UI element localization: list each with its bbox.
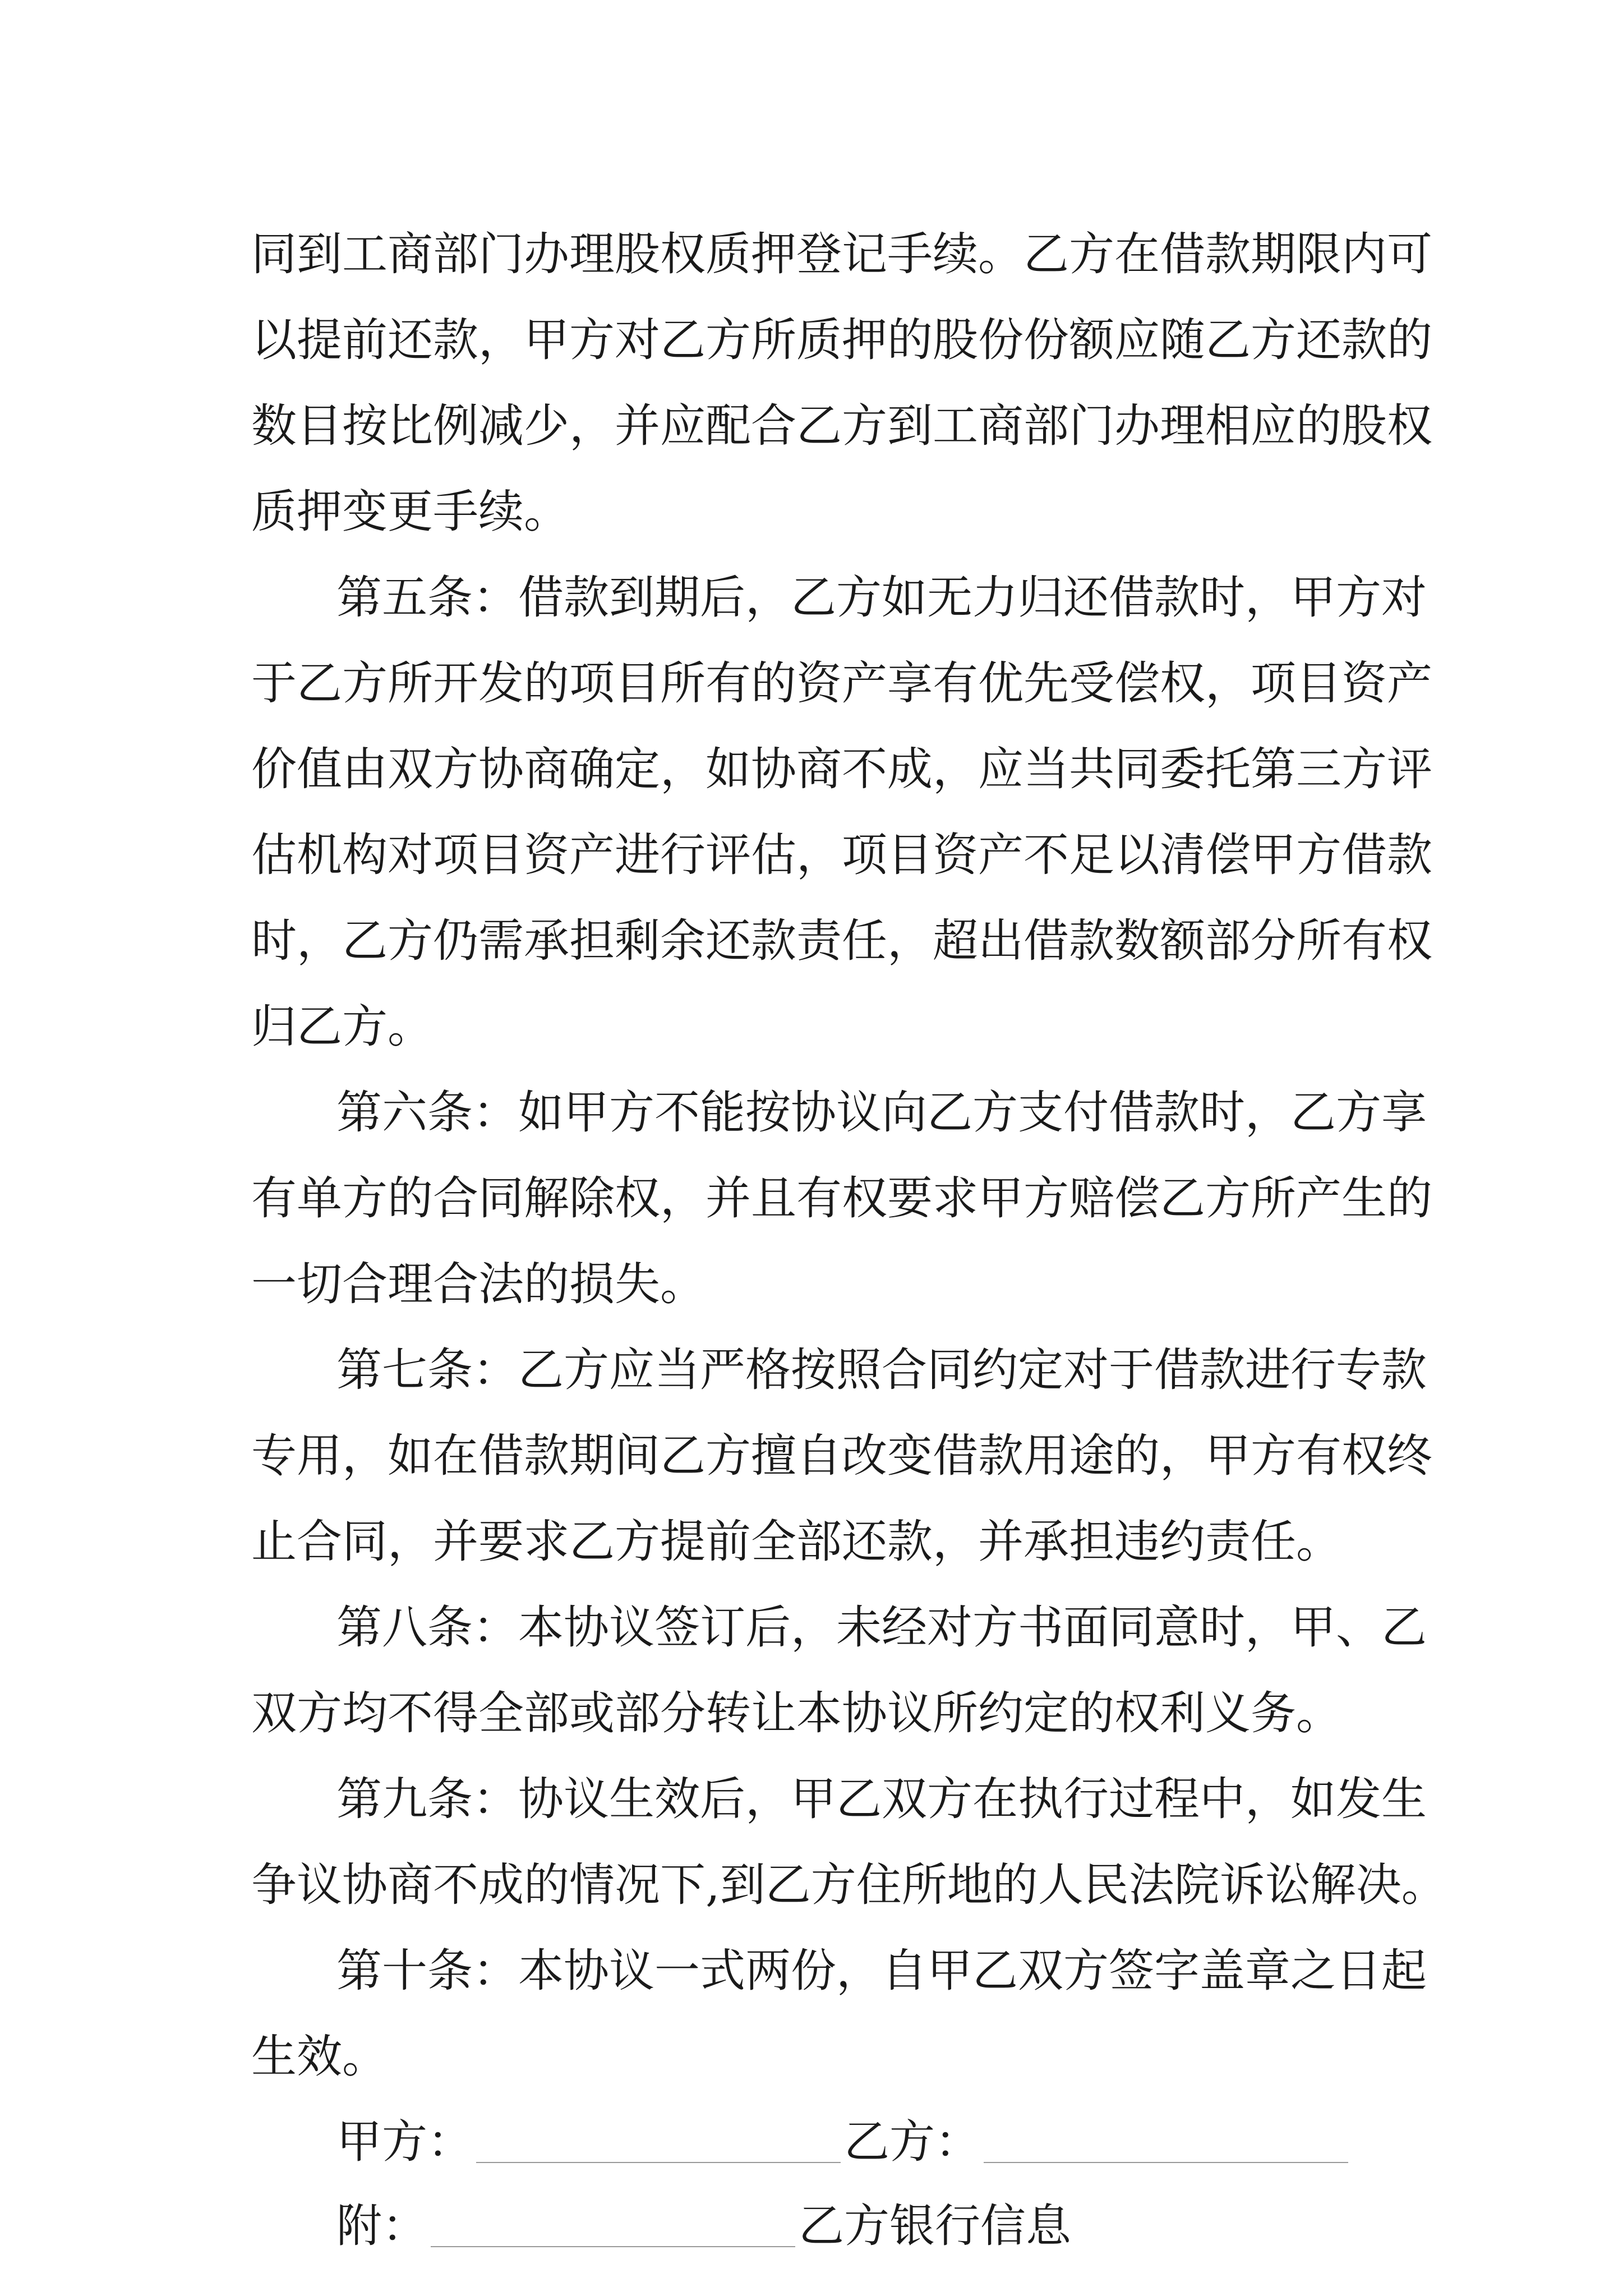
text-line: 以提前还款，甲方对乙方所质押的股份份额应随乙方还款的 — [251, 314, 1433, 367]
text-line: 同到工商部门办理股权质押登记手续。乙方在借款期限内可 — [251, 228, 1433, 281]
party-b-signature-field[interactable] — [984, 2122, 1348, 2163]
text-line: 生效。 — [251, 2031, 388, 2083]
contract-body — [251, 212, 1447, 2269]
text-line: 质押变更手续。 — [251, 486, 570, 539]
party-b-label: 乙方： — [844, 2116, 981, 2169]
clause-9-heading-line: 第九条：协议生效后，甲乙双方在执行过程中，如发生 — [336, 1773, 1427, 1826]
text-line: 一切合理合法的损失。 — [251, 1258, 706, 1311]
text-line: 归乙方。 — [251, 1001, 434, 1053]
text-line: 时，乙方仍需承担剩余还款责任，超出借款数额部分所有权 — [251, 915, 1433, 968]
clause-7-heading-line: 第七条：乙方应当严格按照合同约定对于借款进行专款 — [336, 1344, 1427, 1397]
text-line: 估机构对项目资产进行评估，项目资产不足以清偿甲方借款 — [251, 829, 1433, 882]
party-a-signature-field[interactable] — [476, 2122, 841, 2163]
text-line: 止合同，并要求乙方提前全部还款，并承担违约责任。 — [251, 1516, 1342, 1568]
party-a-label: 甲方： — [336, 2116, 473, 2169]
text-line: 于乙方所开发的项目所有的资产享有优先受偿权，项目资产 — [251, 657, 1433, 710]
attachment-label: 附： — [336, 2200, 428, 2253]
text-line: 争议协商不成的情况下,到乙方住所地的人民法院诉讼解决。 — [251, 1859, 1447, 1912]
text-line: 有单方的合同解除权，并且有权要求甲方赔偿乙方所产生的 — [251, 1172, 1433, 1225]
text-line: 价值由双方协商确定，如协商不成，应当共同委托第三方评 — [251, 743, 1433, 796]
attachment-row — [251, 2184, 1378, 2269]
clause-10-heading-line: 第十条：本协议一式两份，自甲乙双方签字盖章之日起 — [336, 1945, 1427, 1998]
signature-row — [251, 2100, 1378, 2184]
clause-8-heading-line: 第八条：本协议签订后，未经对方书面同意时，甲、乙 — [336, 1602, 1427, 1654]
clause-5-heading-line: 第五条：借款到期后，乙方如无力归还借款时，甲方对 — [336, 572, 1427, 624]
text-line: 专用，如在借款期间乙方擅自改变借款用途的，甲方有权终 — [251, 1430, 1433, 1483]
attachment-suffix: 乙方银行信息 — [799, 2200, 1072, 2253]
clause-6-heading-line: 第六条：如甲方不能按协议向乙方支付借款时，乙方享 — [336, 1087, 1427, 1139]
attachment-field[interactable] — [431, 2206, 795, 2247]
text-line: 双方均不得全部或部分转让本协议所约定的权利义务。 — [251, 1687, 1342, 1740]
text-line: 数目按比例减少，并应配合乙方到工商部门办理相应的股权 — [251, 400, 1433, 453]
